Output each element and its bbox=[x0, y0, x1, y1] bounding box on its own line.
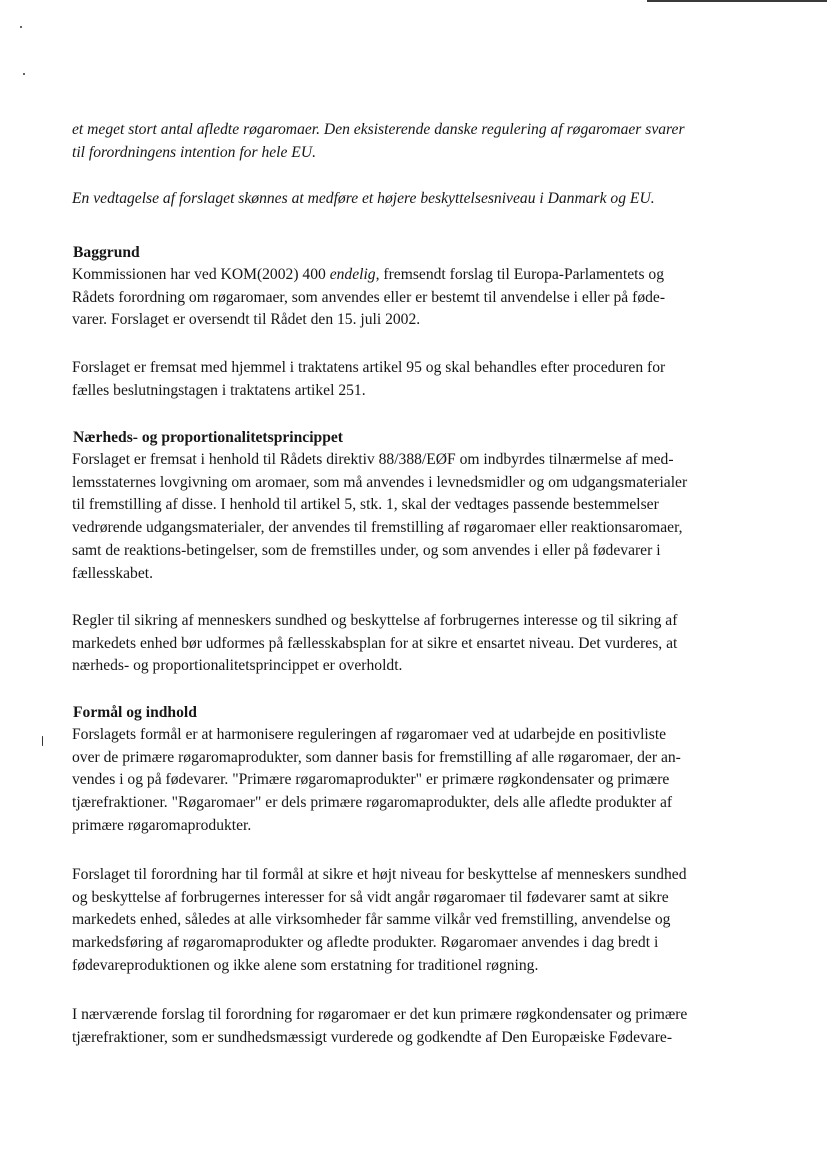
intro-paragraph-2: En vedtagelse af forslaget skønnes at medføre et højere beskyttelsesniveau i Danmark og EU. bbox=[72, 190, 655, 207]
scan-edge-line bbox=[647, 0, 827, 2]
section-heading-formaal: Formål og indhold bbox=[73, 704, 197, 721]
section-heading-baggrund: Baggrund bbox=[73, 244, 140, 261]
scan-speck bbox=[20, 26, 22, 28]
formaal-paragraph-3: I nærværende forslag til forordning for røgaromaer er det kun primære røgkondensater og primære tjærefraktioner, som er sundhedsmæssigt vurderede og godkendte af Den Europæiske Fødevare- bbox=[72, 1006, 688, 1046]
baggrund-paragraph-1: Kommissionen har ved KOM(2002) 400 endelig, fremsendt forslag til Europa-Parlamentets og Rådets forordning om røgaromaer, som anvendes eller er bestemt til anvendelse i eller på føde- varer. Forslaget er oversendt til Rådet den 15. juli 2002. bbox=[72, 266, 666, 329]
formaal-paragraph-1: Forslagets formål er at harmonisere reguleringen af røgaromaer ved at udarbejde en positivliste over de primære røgaromaprodukter, som danner basis for fremstilling af alle røgaromaer, der an- vendes i og på fødevarer. "Primære røgaromaprodukter" er primære røgkondensater og primære tjærefraktioner. "Røgaromaer" er dels primære røgaromaprodukter, dels alle afledte produkter af primære røgaromaprodukter. bbox=[72, 726, 681, 834]
naerhed-paragraph-1: Forslaget er fremsat i henhold til Rådets direktiv 88/388/EØF om indbyrdes tilnærmelse af med- lemsstaternes lovgivning om aromaer, som må anvendes i levnedsmidler og om udgangsmaterialer til fremstilling af disse. I henhold til artikel 5, stk. 1, skal der vedtages passende bestemmelser vedrørende udgangsmaterialer, der anvendes til fremstilling af røgaromaer eller reaktionsaromaer, samt de reaktions-betingelser, som de fremstilles under, og som anvendes i eller på fødevarer i fællesskabet. bbox=[72, 451, 688, 582]
section-heading-naerhed: Nærheds- og proportionalitetsprincippet bbox=[73, 429, 344, 446]
baggrund-paragraph-2: Forslaget er fremsat med hjemmel i traktatens artikel 95 og skal behandles efter proceduren for fælles beslutningstagen i traktatens artikel 251. bbox=[72, 359, 666, 399]
scan-speck bbox=[23, 73, 25, 75]
naerhed-paragraph-2: Regler til sikring af menneskers sundhed og beskyttelse af forbrugernes interesse og til sikring af markedets enhed bør udformes på fællesskabsplan for at sikre et ensartet niveau. Det vurderes, at nærheds- og proportionalitetsprincippet er overholdt. bbox=[72, 612, 678, 675]
intro-paragraph-1: et meget stort antal afledte røgaromaer. Den eksisterende danske regulering af røgaromaer svarer til forordningens intention for hele EU. bbox=[72, 121, 685, 161]
formaal-paragraph-2: Forslaget til forordning har til formål at sikre et højt niveau for beskyttelse af menneskers sundhed og beskyttelse af forbrugernes interesser for så vidt angår røgaromaer til fødevarer samt at sikre markedets enhed, således at alle virksomheder får samme vilkår ved fremstilling, anvendelse og markedsføring af røgaromaprodukter og afledte produkter. Røgaromaer anvendes i dag bredt i fødevareproduktionen og ikke alene som erstatning for traditionel røgning. bbox=[72, 866, 687, 974]
scan-speck bbox=[42, 736, 43, 746]
